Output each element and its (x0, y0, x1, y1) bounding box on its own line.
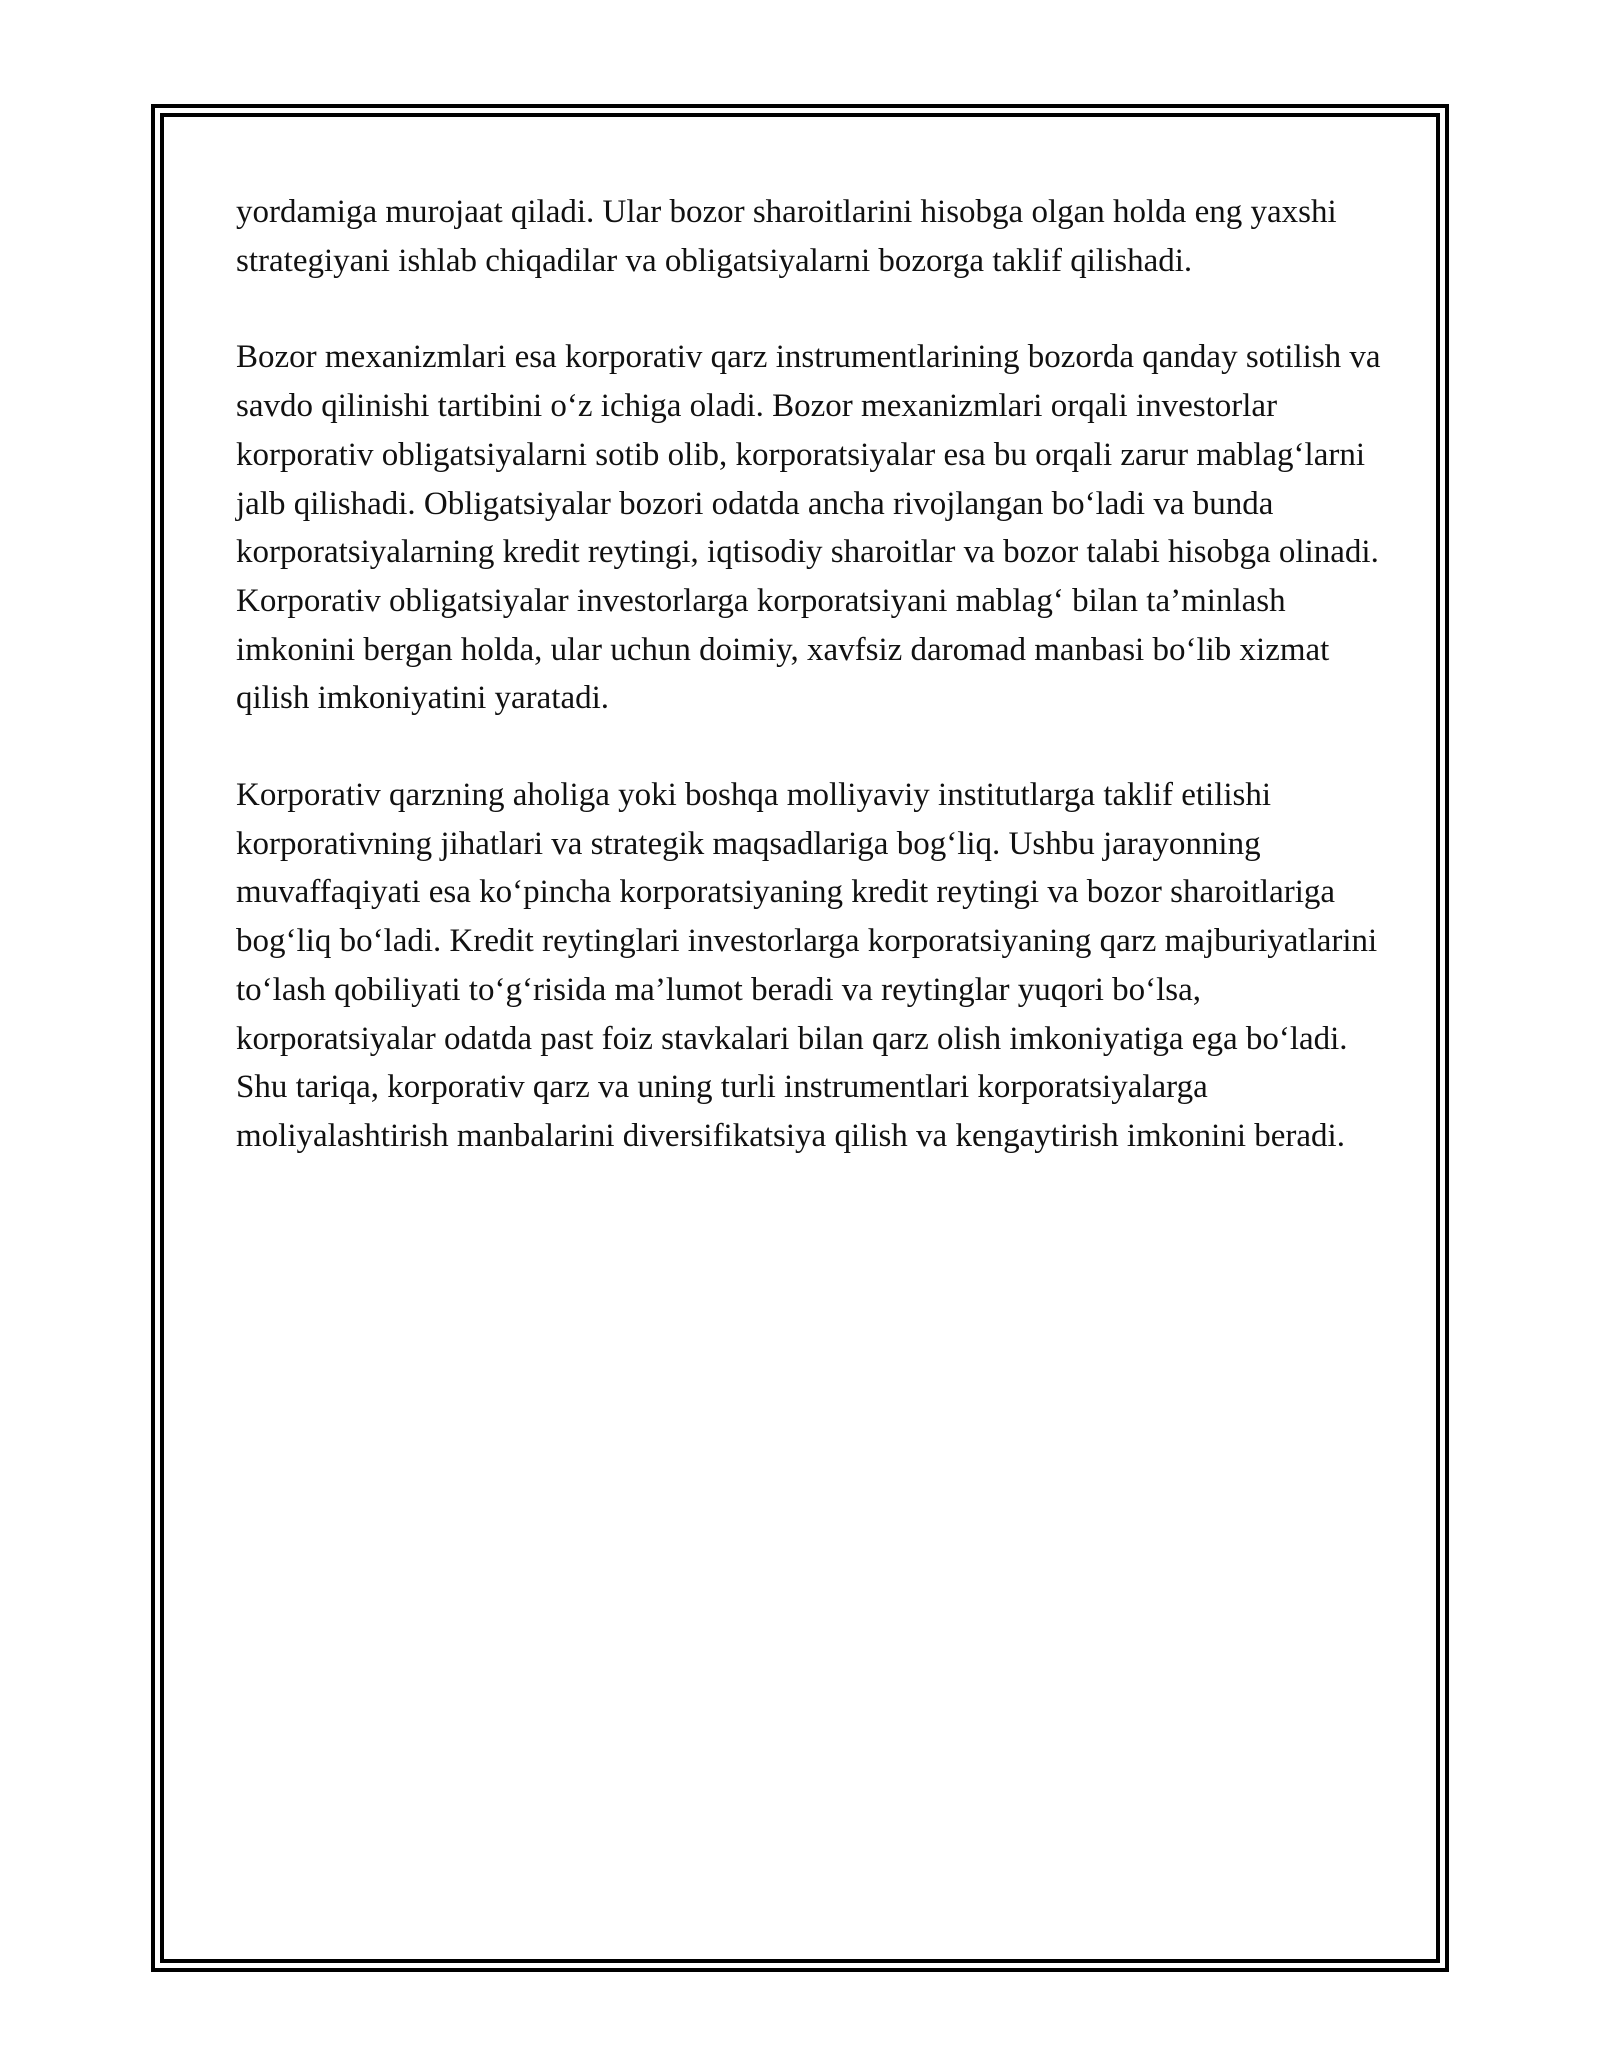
paragraph-3: Korporativ qarzning aholiga yoki boshqa molliyaviy institutlarga taklif etilishi korporativning jihatlari va strategik maqsadlariga bog‘liq. Ushbu jarayonning muvaffaqiyati esa ko‘pincha korporatsiyaning kredit reytingi va bozor sharoitlariga bog‘liq bo‘ladi. Kredit reytinglari investorlarga korporatsiyaning qarz majburiyatlarini to‘lash qobiliyati to‘g‘risida ma’lumot beradi va reytinglar yuqori bo‘lsa, korporatsiyalar odatda past foiz stavkalari bilan qarz olish imkoniyatiga ega bo‘ladi. Shu tariqa, korporativ qarz va uning turli instrumentlari korporatsiyalarga moliyalashtirish manbalarini diversifikatsiya qilish va kengaytirish imkonini beradi. (236, 777, 1378, 1154)
paragraph-1: yordamiga murojaat qiladi. Ular bozor sharoitlarini hisobga olgan holda eng yaxshi strategiyani ishlab chiqadilar va obligatsiyalarni bozorga taklif qilishadi. (236, 194, 1337, 279)
document-body (236, 188, 1386, 1209)
paragraph-2: Bozor mexanizmlari esa korporativ qarz instrumentlarining bozorda qanday sotilish va savdo qilinishi tartibini o‘z ichiga oladi. Bozor mexanizmlari orqali investorlar korporativ obligatsiyalarni sotib olib, korporatsiyalar esa bu orqali zarur mablag‘larni jalb qilishadi. Obligatsiyalar bozori odatda ancha rivojlangan bo‘ladi va bunda korporatsiyalarning kredit reytingi, iqtisodiy sharoitlar va bozor talabi hisobga olinadi. Korporativ obligatsiyalar investorlarga korporatsiyani mablag‘ bilan ta’minlash imkonini bergan holda, ular uchun doimiy, xavfsiz daromad manbasi bo‘lib xizmat qilish imkoniyatini yaratadi. (236, 339, 1381, 717)
